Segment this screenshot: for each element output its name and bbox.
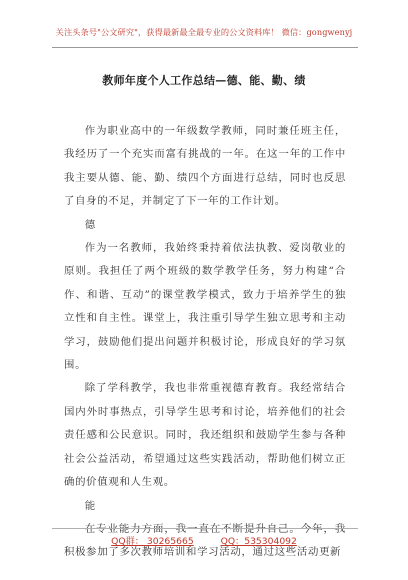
- footer-qq-number: QQ：535304092: [220, 536, 297, 547]
- paragraph-neng-1: 在专业能力方面，我一直在不断提升自己。今年，我积极参加了多次教师培训和学习活动，通过这些活动更新: [64, 522, 346, 559]
- paragraph-de-1: 作为一名教师，我始终秉持着依法执教、爱岗敬业的原则。我担任了两个班级的数学教学任务，努力构建“合作、和谐、互动”的课堂教学模式，致力于培养学生的独立性和自主性。课堂上，我注重引导学生独立思考和主动学习，鼓励他们提出问题并积极讨论，形成良好的学习氛围。: [64, 242, 346, 372]
- document-title: 教师年度个人工作总结—德、能、勤、绩: [102, 74, 306, 87]
- paragraph-intro: 作为职业高中的一年级数学教师，同时兼任班主任，我经历了一个充实而富有挑战的一年。在这一年的工作中我主要从德、能、勤、绩四个方面进行总结，同时也反思了自身的不足，并制定了下一年的工作计划。: [64, 125, 346, 208]
- document-body: [64, 120, 346, 565]
- section-heading-neng: 能: [84, 499, 96, 512]
- paragraph-de-2: 除了学科教学，我也非常重视德育教育。我经常结合国内外时事热点，引导学生思考和讨论，培养他们的社会责任感和公民意识。同时，我还组织和鼓励学生参与各种社会公益活动，希望通过这些实践活动，帮助他们树立正确的价值观和人生观。: [64, 382, 346, 489]
- header-divider: [52, 47, 358, 48]
- footer-qq-group: QQ群： 30265665: [111, 536, 194, 547]
- header-promo-text: 关注头条号"公文研究"，获得最新最全最专业的公文资料库！ 微信：gongwenyj: [55, 27, 353, 37]
- footer-divider: [52, 528, 358, 529]
- section-heading-de: 德: [84, 218, 96, 231]
- page-footer: [0, 533, 408, 547]
- page-header: [0, 0, 408, 38]
